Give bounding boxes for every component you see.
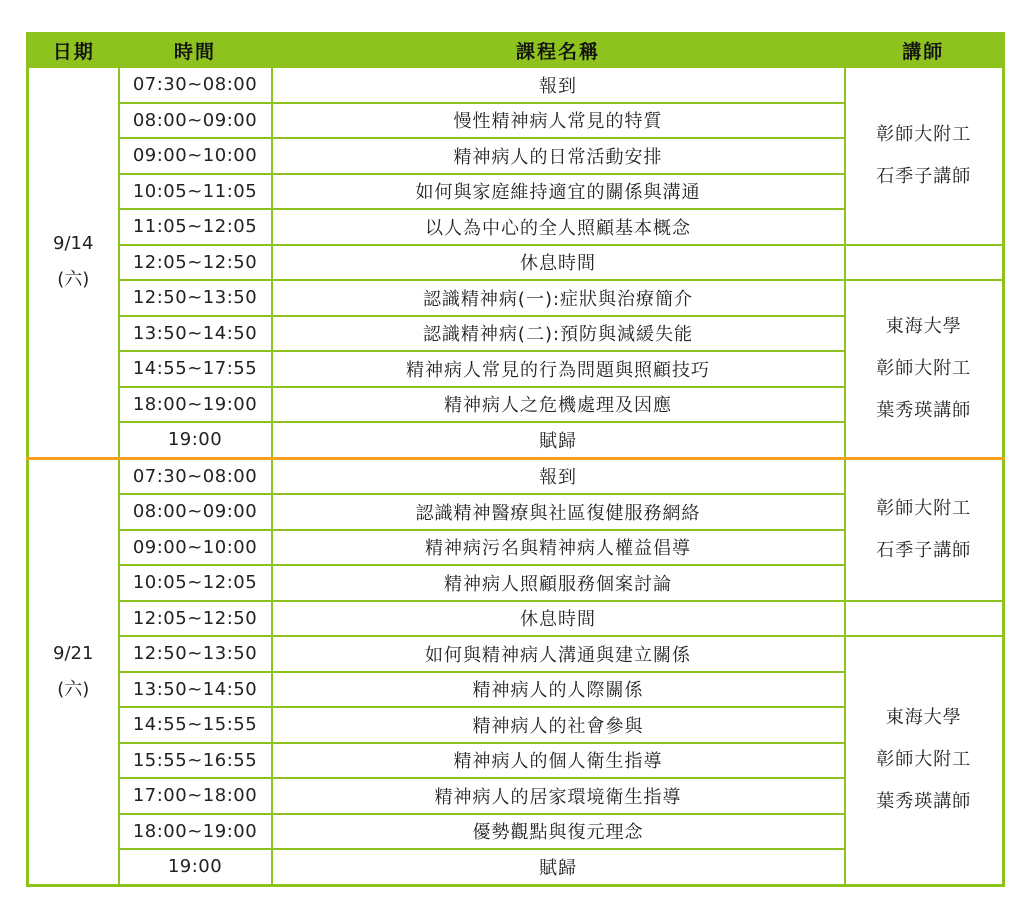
instructor-cell	[845, 67, 1004, 245]
time-cell: 11:05~12:05	[119, 209, 272, 245]
header-time: 時間	[119, 34, 272, 68]
instructor-line: 彰師大附工	[876, 497, 972, 519]
instructor-line: 彰師大附工	[876, 749, 972, 771]
header-date: 日期	[28, 34, 119, 68]
instructor-line: 葉秀瑛講師	[876, 399, 972, 421]
course-cell: 精神病人的社會參與	[272, 707, 845, 743]
instructor-line: 石季子講師	[876, 165, 972, 187]
table-row	[28, 280, 1004, 316]
course-cell: 精神病人照顧服務個案討論	[272, 565, 845, 601]
time-cell: 12:05~12:50	[119, 245, 272, 281]
header-row	[28, 34, 1004, 68]
course-cell: 認識精神病(一):症狀與治療簡介	[272, 280, 845, 316]
course-cell: 休息時間	[272, 601, 845, 637]
date-cell	[28, 67, 119, 458]
course-cell: 優勢觀點與復元理念	[272, 814, 845, 850]
course-cell: 精神病人的居家環境衛生指導	[272, 778, 845, 814]
instructor-cell	[845, 636, 1004, 885]
weekday-label: (六)	[57, 678, 90, 700]
instructor-line: 東海大學	[885, 707, 962, 729]
time-cell: 15:55~16:55	[119, 743, 272, 779]
instructor-line: 彰師大附工	[876, 123, 972, 145]
instructor-line: 葉秀瑛講師	[876, 791, 972, 813]
time-cell: 18:00~19:00	[119, 814, 272, 850]
instructor-line: 東海大學	[885, 315, 962, 337]
time-cell: 12:50~13:50	[119, 280, 272, 316]
time-cell: 10:05~11:05	[119, 174, 272, 210]
course-cell: 如何與家庭維持適宜的關係與溝通	[272, 174, 845, 210]
instructor-cell	[845, 458, 1004, 601]
time-cell: 13:50~14:50	[119, 316, 272, 352]
date-cell	[28, 458, 119, 885]
course-cell: 報到	[272, 458, 845, 494]
course-cell: 賦歸	[272, 422, 845, 458]
course-cell: 精神病人的個人衛生指導	[272, 743, 845, 779]
course-cell: 報到	[272, 67, 845, 103]
course-cell: 認識精神病(二):預防與減緩失能	[272, 316, 845, 352]
time-cell: 12:05~12:50	[119, 601, 272, 637]
date-label: 9/21	[53, 642, 94, 664]
course-schedule-table	[26, 32, 1005, 887]
time-cell: 09:00~10:00	[119, 138, 272, 174]
time-cell: 19:00	[119, 422, 272, 458]
time-cell: 14:55~17:55	[119, 351, 272, 387]
time-cell: 19:00	[119, 849, 272, 885]
instructor-line: 彰師大附工	[876, 357, 972, 379]
time-cell: 08:00~09:00	[119, 103, 272, 139]
instructor-cell-empty	[845, 245, 1004, 281]
course-cell: 精神病人的日常活動安排	[272, 138, 845, 174]
course-cell: 精神病人常見的行為問題與照顧技巧	[272, 351, 845, 387]
time-cell: 07:30~08:00	[119, 67, 272, 103]
table-row	[28, 458, 1004, 494]
table-row	[28, 601, 1004, 637]
time-cell: 07:30~08:00	[119, 458, 272, 494]
course-cell: 精神病污名與精神病人權益倡導	[272, 530, 845, 566]
instructor-line: 石季子講師	[876, 539, 972, 561]
time-cell: 09:00~10:00	[119, 530, 272, 566]
time-cell: 18:00~19:00	[119, 387, 272, 423]
header-instructor: 講師	[845, 34, 1004, 68]
time-cell: 08:00~09:00	[119, 494, 272, 530]
time-cell: 12:50~13:50	[119, 636, 272, 672]
course-cell: 慢性精神病人常見的特質	[272, 103, 845, 139]
table-row	[28, 67, 1004, 103]
instructor-cell-empty	[845, 601, 1004, 637]
time-cell: 13:50~14:50	[119, 672, 272, 708]
time-cell: 10:05~12:05	[119, 565, 272, 601]
table-row	[28, 245, 1004, 281]
instructor-cell	[845, 280, 1004, 458]
table-row	[28, 636, 1004, 672]
course-cell: 精神病人的人際關係	[272, 672, 845, 708]
weekday-label: (六)	[57, 269, 90, 291]
course-cell: 休息時間	[272, 245, 845, 281]
date-label: 9/14	[53, 233, 94, 255]
course-cell: 以人為中心的全人照顧基本概念	[272, 209, 845, 245]
header-course: 課程名稱	[272, 34, 845, 68]
course-cell: 如何與精神病人溝通與建立關係	[272, 636, 845, 672]
time-cell: 17:00~18:00	[119, 778, 272, 814]
course-cell: 精神病人之危機處理及因應	[272, 387, 845, 423]
time-cell: 14:55~15:55	[119, 707, 272, 743]
course-cell: 賦歸	[272, 849, 845, 885]
course-cell: 認識精神醫療與社區復健服務網絡	[272, 494, 845, 530]
